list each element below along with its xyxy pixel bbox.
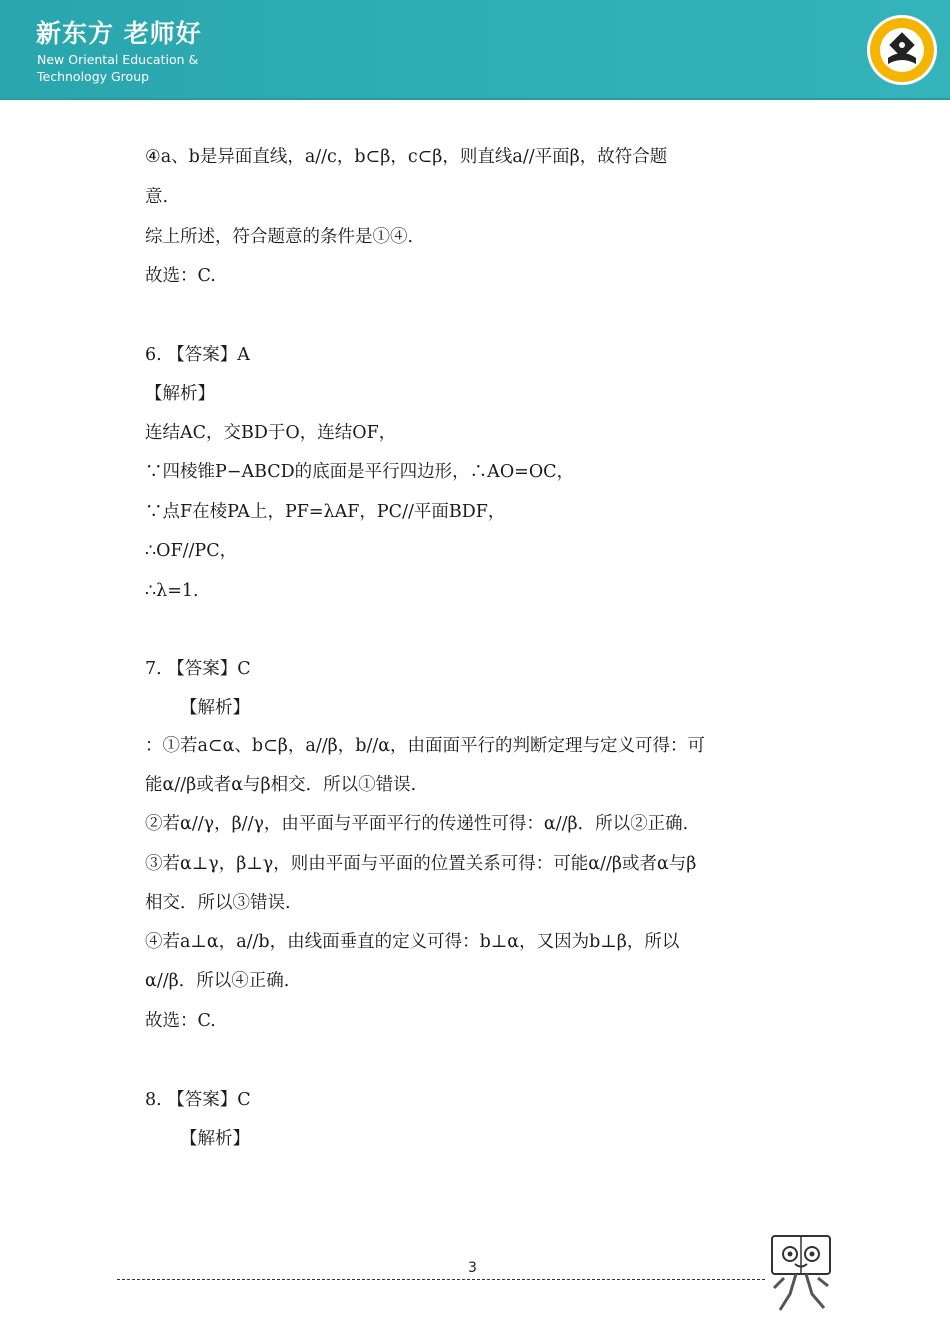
brand-logo-icon bbox=[866, 14, 938, 86]
text-line: ：①若a⊂α、b⊂β，a//β，b//α，由面面平行的判断定理与定义可得：可 bbox=[145, 736, 706, 756]
text-line: ③若α⊥γ，β⊥γ，则由平面与平面的位置关系可得：可能α//β或者α与β bbox=[145, 854, 697, 874]
brand-title: 新东方 老师好 bbox=[36, 19, 202, 48]
text-line: 能α//β或者α与β相交．所以①错误. bbox=[145, 775, 417, 795]
text-line: 相交．所以③错误. bbox=[145, 893, 291, 913]
text-line: ∴OF//PC， bbox=[145, 541, 238, 561]
text-line: 故选：C. bbox=[145, 266, 216, 286]
text-line: ∴λ=1. bbox=[145, 581, 199, 601]
text-line: ∵点F在棱PA上，PF=λAF，PC//平面BDF， bbox=[145, 502, 506, 522]
footer-divider bbox=[117, 1279, 765, 1280]
text-line: ②若α//γ，β//γ，由平面与平面平行的传递性可得：α//β．所以②正确. bbox=[145, 814, 689, 834]
text-line: 综上所述，符合题意的条件是①④. bbox=[145, 227, 414, 247]
answer-heading: 8. 【答案】C bbox=[145, 1090, 251, 1110]
text-line: α//β．所以④正确. bbox=[145, 971, 290, 991]
answer-heading: 6. 【答案】A bbox=[145, 345, 250, 365]
text-line: ④若a⊥α，a//b，由线面垂直的定义可得：b⊥α，又因为b⊥β，所以 bbox=[145, 932, 680, 952]
page-number: 3 bbox=[468, 1260, 477, 1276]
brand-subtitle bbox=[37, 51, 237, 85]
text-line: 连结AC，交BD于O，连结OF， bbox=[145, 423, 397, 443]
brand-subtitle-line2: Technology Group bbox=[37, 69, 150, 84]
brand-subtitle-line1: New Oriental Education & bbox=[37, 52, 199, 67]
answer-heading: 7. 【答案】C bbox=[145, 659, 251, 679]
mascot-book-icon bbox=[766, 1232, 836, 1318]
text-line: 故选：C. bbox=[145, 1011, 216, 1031]
analysis-heading: 【解析】 bbox=[180, 698, 250, 718]
analysis-heading: 【解析】 bbox=[145, 384, 215, 404]
text-line: 意. bbox=[145, 187, 169, 207]
header-banner bbox=[0, 0, 950, 100]
analysis-heading: 【解析】 bbox=[180, 1129, 250, 1149]
text-line: ∵四棱锥P−ABCD的底面是平行四边形，∴AO=OC， bbox=[145, 462, 575, 482]
text-line: ④a、b是异面直线，a//c，b⊂β，c⊂β，则直线a//平面β，故符合题 bbox=[145, 147, 668, 167]
